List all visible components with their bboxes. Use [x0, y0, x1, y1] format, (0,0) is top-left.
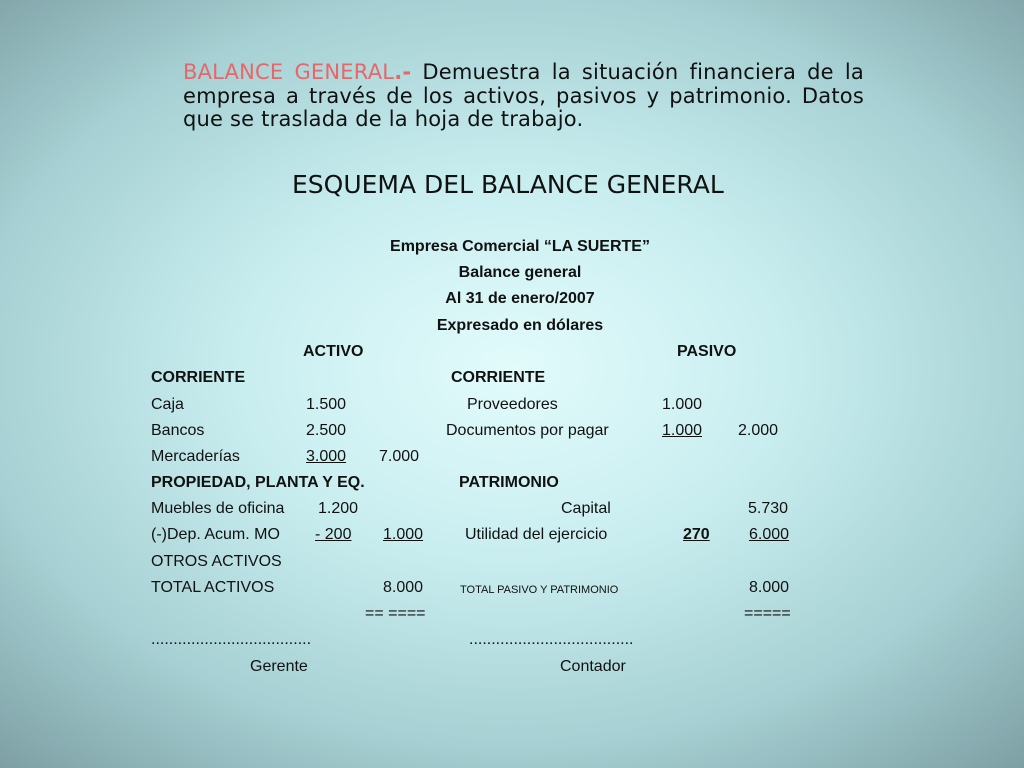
depreciacion-value: - 200: [315, 526, 352, 543]
ppe-label: PROPIEDAD, PLANTA Y EQ.: [151, 474, 365, 491]
pasivo-corriente-label: CORRIENTE: [451, 369, 546, 386]
total-pasivo-underline: =====: [744, 605, 791, 622]
activo-corriente-subtotal: 7.000: [379, 448, 420, 465]
otros-activos-label: OTROS ACTIVOS: [151, 553, 282, 570]
utilidad-value: 270: [683, 526, 710, 543]
signature-gerente: Gerente: [250, 658, 308, 675]
signature-line-left: ....................................: [151, 631, 312, 648]
intro-text: Demuestra la situación financiera de la empresa a través de los activos, pasivos y patrimonio. Datos que se traslada de la hoja de trabajo.: [183, 60, 864, 131]
pasivo-corriente-subtotal: 2.000: [738, 422, 779, 439]
company-name: Empresa Comercial “LA SUERTE”: [390, 238, 650, 255]
capital-value: 5.730: [748, 500, 789, 517]
documentos-label: Documentos por pagar: [446, 422, 609, 439]
bancos-label: Bancos: [151, 422, 205, 439]
caja-label: Caja: [151, 396, 184, 413]
depreciacion-label: (-)Dep. Acum. MO: [151, 526, 280, 543]
statement-currency: Expresado en dólares: [436, 317, 604, 334]
caja-value: 1.500: [306, 396, 347, 413]
documentos-value: 1.000: [662, 422, 703, 439]
intro-keyword: BALANCE GENERAL: [183, 60, 395, 84]
patrimonio-label: PATRIMONIO: [459, 474, 559, 491]
patrimonio-subtotal: 6.000: [749, 526, 790, 543]
signature-contador: Contador: [560, 658, 626, 675]
total-pasivo-value: 8.000: [749, 579, 790, 596]
utilidad-label: Utilidad del ejercicio: [465, 526, 608, 543]
activo-header: ACTIVO: [303, 343, 364, 360]
capital-label: Capital: [561, 500, 611, 517]
proveedores-label: Proveedores: [467, 396, 558, 413]
intro-paragraph: [183, 61, 864, 132]
total-activos-label: TOTAL ACTIVOS: [151, 579, 275, 596]
section-heading: ESQUEMA DEL BALANCE GENERAL: [292, 170, 724, 199]
activo-corriente-label: CORRIENTE: [151, 369, 246, 386]
total-activos-underline: == ====: [365, 605, 426, 622]
signature-line-right: .....................................: [469, 631, 634, 648]
muebles-label: Muebles de oficina: [151, 500, 285, 517]
total-activos-value: 8.000: [383, 579, 424, 596]
intro-dash: .-: [394, 60, 412, 84]
mercaderias-value: 3.000: [306, 448, 347, 465]
proveedores-value: 1.000: [662, 396, 703, 413]
muebles-value: 1.200: [318, 500, 359, 517]
bancos-value: 2.500: [306, 422, 347, 439]
total-pasivo-label: TOTAL PASIVO Y PATRIMONIO: [460, 584, 619, 596]
mercaderias-label: Mercaderías: [151, 448, 240, 465]
pasivo-header: PASIVO: [677, 343, 737, 360]
statement-date: Al 31 de enero/2007: [445, 290, 595, 307]
ppe-subtotal: 1.000: [383, 526, 424, 543]
statement-title: Balance general: [458, 264, 582, 281]
